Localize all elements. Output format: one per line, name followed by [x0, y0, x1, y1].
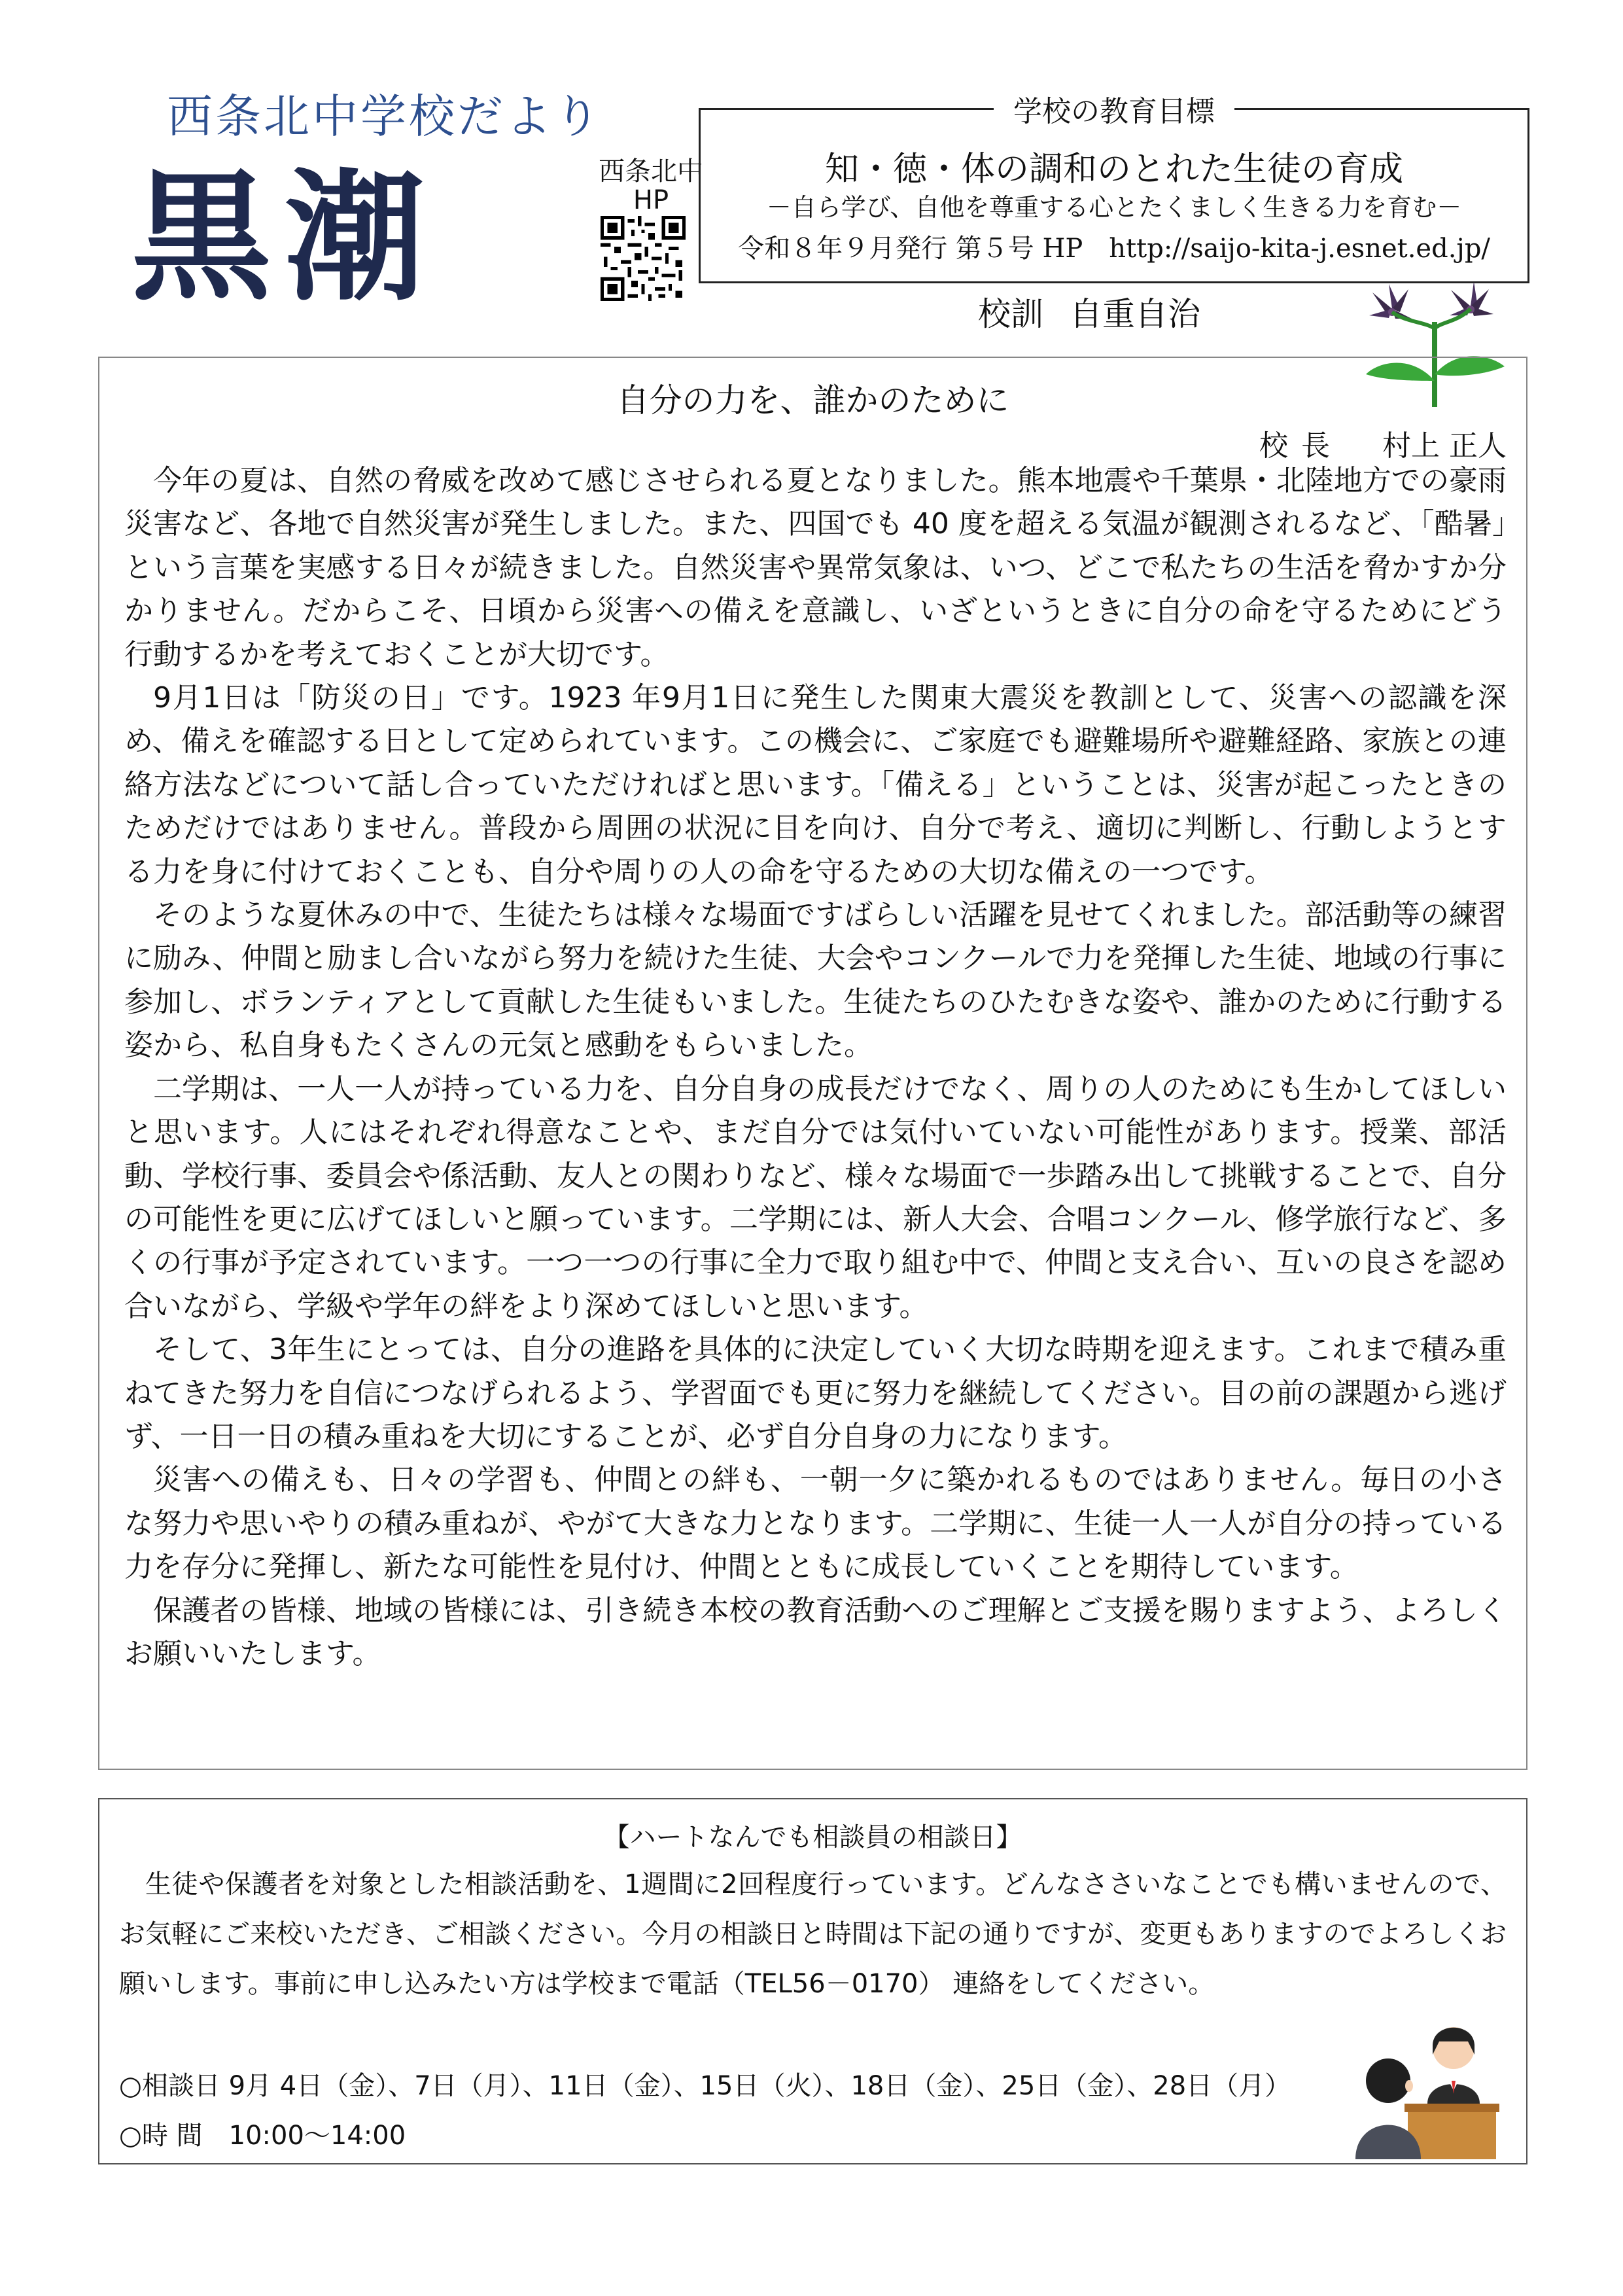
article-paragraph: 保護者の皆様、地域の皆様には、引き続き本校の教育活動へのご理解とご支援を賜りますよう、よろしくお願いいたします。	[124, 1593, 1507, 1670]
article-body	[124, 459, 1507, 1676]
newsletter-series-name: 西条北中学校だより	[167, 90, 602, 143]
hp-label-school: 西条北中	[599, 156, 703, 186]
principal-message-box	[98, 357, 1527, 1770]
consultation-paragraph: 生徒や保護者を対象とした相談活動を、1週間に2回程度行っています。どんなささいなことでも構いませんので、お気軽にご来校いただき、ご相談ください。今月の相談日と時間は下記の通りですが、変更もありますのでよろしくお願いします。事前に申し込みたい方は学校まで電話（TEL56－0170） 連絡をしてください。	[119, 1869, 1507, 1999]
consultation-time: ○時 間 10:00～14:00	[119, 2121, 406, 2151]
school-motto-value: 自重自治	[1070, 295, 1200, 333]
article-paragraph: 災害への備えも、日々の学習も、仲間との絆も、一朝一夕に築かれるものではありません。毎日の小さな努力や思いやりの積み重ねが、やがて大きな力となります。二学期に、生徒一人一人が自分の持っている力を存分に発揮し、新たな可能性を見付け、仲間とともに成長していくことを期待しています。	[124, 1463, 1507, 1584]
qr-code-icon[interactable]	[601, 216, 686, 301]
article-paragraph: 今年の夏は、自然の脅威を改めて感じさせられる夏となりました。熊本地震や千葉県・北陸地方での豪雨災害など、各地で自然災害が発生しました。また、四国でも 40 度を超える気温が観測されるなど、「酷暑」という言葉を実感する日々が続きました。自然災害や異常気象は、いつ、どこで私たちの生活を脅かすか分かりません。だからこそ、日頃から災害への備えを意識し、いざというときに自分の命を守るためにどう行動するかを考えておくことが大切です。	[124, 464, 1507, 671]
article-author	[1259, 422, 1507, 464]
education-goal-heading	[701, 88, 1527, 130]
school-motto-label: 校訓	[978, 295, 1043, 333]
article-paragraph: 二学期は、一人一人が持っている力を、自分自身の成長だけでなく、周りの人のためにも生かしてほしいと思います。人にはそれぞれ得意なことや、まだ自分では気付いていない可能性があります。授業、部活動、学校行事、委員会や係活動、友人との関わりなど、様々な場面で一歩踏み出して挑戦することで、自分の可能性を更に広げてほしいと願っています。二学期には、新人大会、合唱コンクール、修学旅行など、多くの行事が予定されています。一つ一つの行事に全力で取り組む中で、仲間と支え合い、互いの良さを認め合いながら、学級や学年の絆をより深めてほしいと思います。	[124, 1072, 1507, 1323]
education-goal-sub: －自ら学び、自他を尊重する心とたくましく生きる力を育む－	[766, 193, 1462, 222]
school-motto	[978, 288, 1200, 335]
author-name: 村上 正人	[1382, 429, 1507, 463]
article-title: 自分の力を、誰かのために	[616, 381, 1009, 419]
author-role: 校長	[1259, 429, 1343, 463]
article-paragraph: 9月1日は「防災の日」です。1923 年9月1日に発生した関東大震災を教訓として、災害への認識を深め、備えを確認する日として定められています。この機会に、ご家庭でも避難場所や避難経路、家族との連絡方法などについて話し合っていただければと思います。「備える」ということは、災害が起こったときのためだけではありません。普段から周囲の状況に目を向け、自分で考え、適切に判断し、行動しようとする力を身に付けておくことも、自分や周りの人の命を守るための大切な備えの一つです。	[124, 681, 1507, 889]
education-goal-box	[699, 95, 1529, 283]
consultation-box	[98, 1798, 1527, 2164]
counseling-illustration-icon	[1349, 2009, 1506, 2159]
issue-info: 令和８年９月発行 第５号 HP http://saijo-kita-j.esnet.ed.jp/	[738, 234, 1490, 264]
consultation-schedule	[119, 2061, 1291, 2161]
newsletter-title: 黒潮	[131, 154, 438, 320]
education-goal-heading-text: 学校の教育目標	[994, 95, 1234, 128]
consultation-dates: ○相談日 9月 4日（金）、7日（月）、11日（金）、15日（火）、18日（金）、25日（金）、28日（月）	[119, 2071, 1291, 2101]
article-paragraph: そのような夏休みの中で、生徒たちは様々な場面ですばらしい活躍を見せてくれました。部活動等の練習に励み、仲間と励まし合いながら努力を続けた生徒、大会やコンクールで力を発揮した生徒、地域の行事に参加し、ボランティアとして貢献した生徒もいました。生徒たちのひたむきな姿や、誰かのために行動する姿から、私自身もたくさんの元気と感動をもらいました。	[124, 898, 1507, 1063]
consultation-body	[119, 1860, 1507, 2009]
hp-label-hp: HP	[633, 185, 669, 215]
hp-label	[585, 157, 716, 215]
education-goal-main: 知・徳・体の調和のとれた生徒の育成	[824, 150, 1403, 189]
article-paragraph: そして、3年生にとっては、自分の進路を具体的に決定していく大切な時期を迎えます。これまで積み重ねてきた努力を自信につなげられるよう、学習面でも更に努力を継続してください。目の前の課題から逃げず、一日一日の積み重ねを大切にすることが、必ず自分自身の力になります。	[124, 1333, 1507, 1453]
consultation-title: 【ハートなんでも相談員の相談日】	[603, 1822, 1022, 1852]
